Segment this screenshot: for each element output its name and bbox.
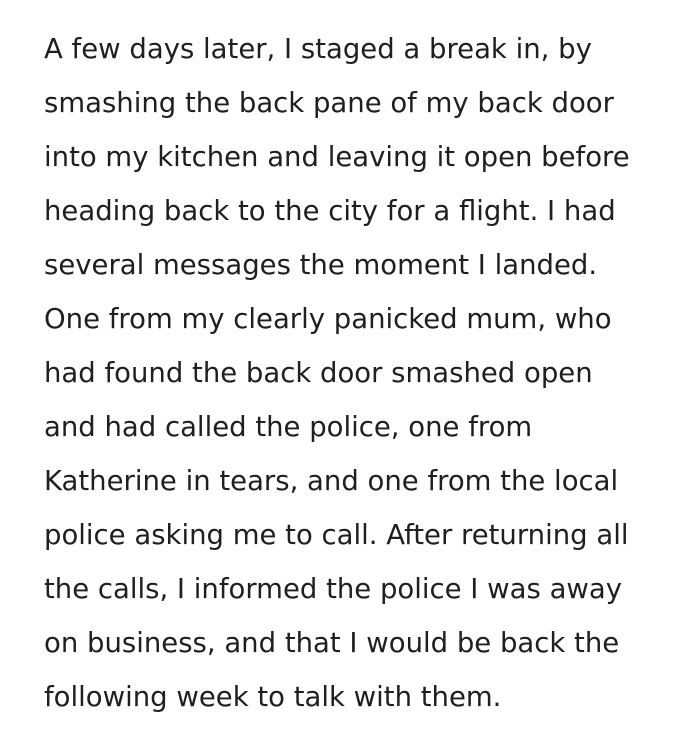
story-line: One from my clearly panicked mum, who — [44, 303, 612, 335]
story-line: Katherine in tears, and one from the local — [44, 465, 619, 497]
story-line: A few days later, I staged a break in, by — [44, 33, 592, 65]
story-paragraph — [44, 22, 684, 724]
story-line: on business, and that I would be back the — [44, 627, 620, 659]
story-line: several messages the moment I landed. — [44, 249, 598, 281]
story-line: police asking me to call. After returning all — [44, 519, 629, 551]
story-line: into my kitchen and leaving it open before — [44, 141, 630, 173]
story-line: had found the back door smashed open — [44, 357, 593, 389]
story-line: smashing the back pane of my back door — [44, 87, 614, 119]
story-line: and had called the police, one from — [44, 411, 533, 443]
story-line: following week to talk with them. — [44, 681, 502, 713]
story-line: heading back to the city for a flight. I had — [44, 195, 616, 227]
story-line: the calls, I informed the police I was away — [44, 573, 623, 605]
